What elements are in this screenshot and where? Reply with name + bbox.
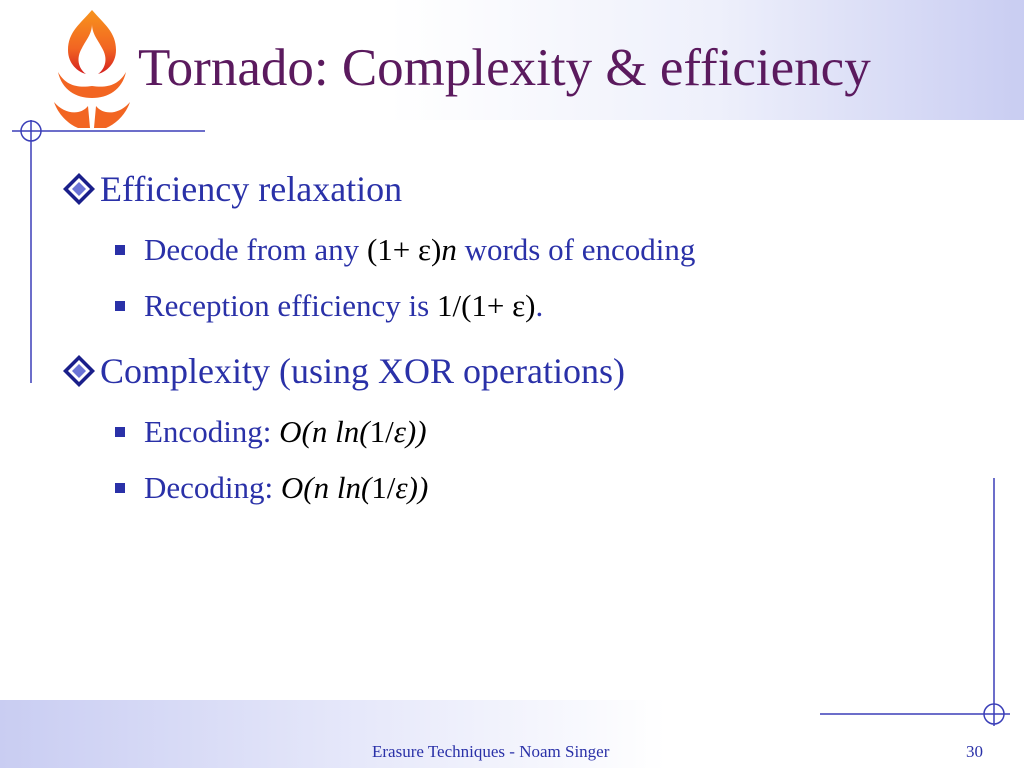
square-bullet-icon — [115, 301, 125, 311]
item-math: 1/(1+ ε) — [436, 288, 536, 323]
item-math: ε)) — [393, 414, 427, 449]
item-text: Encoding: — [144, 414, 280, 449]
item-math: (1+ ε) — [366, 232, 442, 267]
list-item — [115, 232, 695, 268]
section-heading-text: Efficiency relaxation — [100, 169, 403, 209]
square-bullet-icon — [115, 427, 125, 437]
section-heading-complexity — [62, 351, 625, 391]
list-item — [115, 414, 427, 450]
item-math: ε)) — [395, 470, 429, 505]
item-math-var: n — [441, 232, 457, 267]
item-math: 1/ — [371, 470, 396, 505]
item-math: O(n ln( — [279, 414, 370, 449]
item-text: . — [535, 288, 544, 323]
diamond-bullet-icon — [62, 172, 96, 206]
item-text: Decoding: — [144, 470, 281, 505]
section-heading-text: Complexity (using XOR operations) — [100, 351, 625, 391]
item-math: O(n ln( — [280, 470, 372, 505]
list-item — [115, 470, 428, 506]
item-text: words of encoding — [456, 232, 696, 267]
square-bullet-icon — [115, 483, 125, 493]
page-number: 30 — [966, 742, 983, 761]
item-math: 1/ — [369, 414, 394, 449]
item-text: Reception efficiency is — [144, 288, 437, 323]
square-bullet-icon — [115, 245, 125, 255]
slide-title: Tornado: Complexity & efficiency — [138, 39, 871, 97]
diamond-bullet-icon — [62, 354, 96, 388]
footer-caption: Erasure Techniques - Noam Singer — [372, 742, 610, 761]
section-heading-efficiency — [62, 169, 402, 209]
item-text: Decode from any — [144, 232, 367, 267]
list-item — [115, 288, 543, 324]
